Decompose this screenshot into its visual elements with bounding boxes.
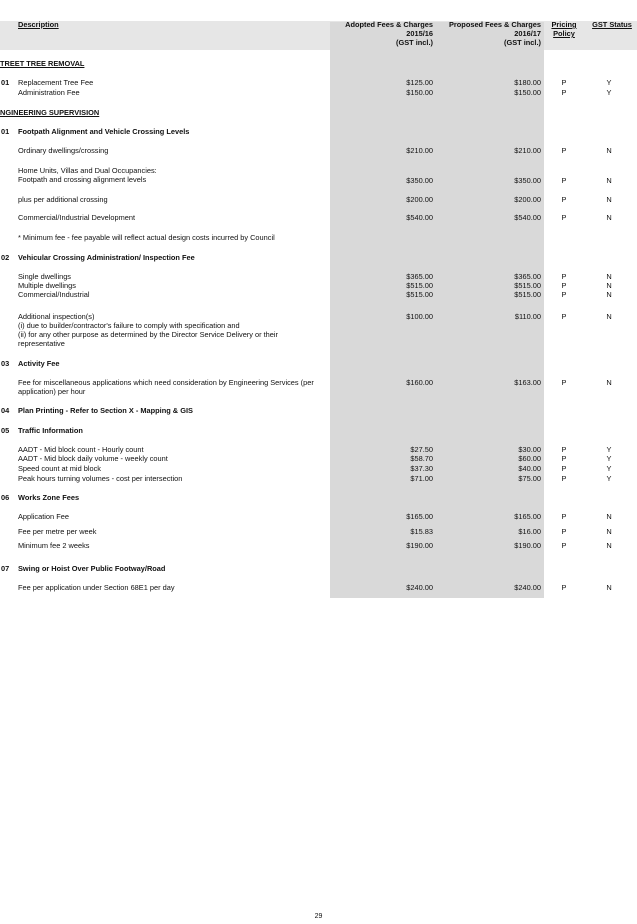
home-units-pricing: P [561, 176, 567, 185]
administration-pricing: P [561, 88, 567, 97]
commercial-pricing: P [561, 290, 567, 299]
commercial-dev-pricing: P [561, 213, 567, 222]
single-desc: Single dwellings [18, 272, 71, 281]
additional-inspection-gst: N [606, 312, 612, 321]
aadt-hourly-desc: AADT - Mid block count - Hourly count [18, 445, 144, 454]
ordinary-gst: N [606, 146, 612, 155]
per-application-fee-adopted: $240.00 [406, 583, 433, 592]
ordinary-fee-adopted: $210.00 [406, 146, 433, 155]
single-pricing: P [561, 272, 567, 281]
multiple-fee-adopted: $515.00 [406, 281, 433, 290]
per-application-pricing: P [561, 583, 567, 592]
s02-title: Vehicular Crossing Administration/ Inspection Fee [18, 253, 195, 262]
additional-inspection-desc-line2: (i) due to builder/contractor's failure to comply with specification and [18, 321, 240, 330]
s07-title: Swing or Hoist Over Public Footway/Road [18, 564, 166, 573]
per-application-gst: N [606, 583, 612, 592]
header-proposed-line2: 2016/17 [514, 29, 541, 38]
additional-inspection-pricing: P [561, 312, 567, 321]
aadt-weekly-desc: AADT - Mid block daily volume - weekly count [18, 454, 168, 463]
per-metre-fee-proposed: $16.00 [518, 527, 541, 536]
commercial-desc: Commercial/Industrial [18, 290, 90, 299]
misc-apps-desc-line1: Fee for miscellaneous applications which need consideration by Engineering Services (per [18, 378, 314, 387]
minimum-fee-note: * Minimum fee - fee payable will reflect actual design costs incurred by Council [18, 233, 275, 242]
header-proposed-line3: (GST incl.) [504, 38, 541, 47]
row-code-01: 01 [1, 78, 10, 87]
administration-fee-proposed: $150.00 [514, 88, 541, 97]
administration-gst: Y [606, 88, 612, 97]
administration-desc: Administration Fee [18, 88, 80, 97]
per-application-fee-proposed: $240.00 [514, 583, 541, 592]
home-units-gst: N [606, 176, 612, 185]
peak-hours-fee-proposed: $75.00 [518, 474, 541, 483]
ordinary-pricing: P [561, 146, 567, 155]
s04-code: 04 [1, 406, 10, 415]
additional-inspection-desc-line4: representative [18, 339, 65, 348]
application-fee-gst: N [606, 512, 612, 521]
minimum-fee-proposed: $190.00 [514, 541, 541, 550]
s03-code: 03 [1, 359, 10, 368]
per-metre-pricing: P [561, 527, 567, 536]
application-fee-desc: Application Fee [18, 512, 69, 521]
aadt-weekly-pricing: P [561, 454, 567, 463]
multiple-fee-proposed: $515.00 [514, 281, 541, 290]
additional-inspection-fee-adopted: $100.00 [406, 312, 433, 321]
additional-inspection-fee-proposed: $110.00 [514, 312, 541, 321]
s06-code: 06 [1, 493, 10, 502]
multiple-gst: N [606, 281, 612, 290]
header-proposed-line1: Proposed Fees & Charges [448, 20, 541, 29]
aadt-weekly-fee-proposed: $60.00 [518, 454, 541, 463]
ordinary-desc: Ordinary dwellings/crossing [18, 146, 109, 155]
additional-inspection-desc-line1: Additional inspection(s) [18, 312, 95, 321]
header-adopted-line2: 2015/16 [406, 29, 433, 38]
plus-additional-pricing: P [561, 195, 567, 204]
commercial-fee-adopted: $515.00 [406, 290, 433, 299]
home-units-fee-proposed: $350.00 [514, 176, 541, 185]
speed-count-fee-proposed: $40.00 [518, 464, 541, 473]
minimum-fee-desc: Minimum fee 2 weeks [18, 541, 90, 550]
header-pricing-line1: Pricing [551, 20, 577, 29]
commercial-gst: N [606, 290, 612, 299]
single-fee-adopted: $365.00 [406, 272, 433, 281]
s02-code: 02 [1, 253, 10, 262]
speed-count-gst: Y [606, 464, 612, 473]
s07-code: 07 [1, 564, 10, 573]
s06-title: Works Zone Fees [18, 493, 80, 502]
section-street-tree-removal: TREET TREE REMOVAL [0, 59, 85, 68]
peak-hours-gst: Y [606, 474, 612, 483]
administration-fee-adopted: $150.00 [406, 88, 433, 97]
replacement-tree-fee-adopted: $125.00 [406, 78, 433, 87]
replacement-tree-fee-proposed: $180.00 [514, 78, 541, 87]
header-adopted-line3: (GST incl.) [396, 38, 433, 47]
aadt-hourly-fee-proposed: $30.00 [518, 445, 541, 454]
single-fee-proposed: $365.00 [514, 272, 541, 281]
speed-count-fee-adopted: $37.30 [410, 464, 433, 473]
aadt-hourly-gst: Y [606, 445, 612, 454]
section-engineering-supervision: NGINEERING SUPERVISION [0, 108, 100, 117]
s03-title: Activity Fee [18, 359, 60, 368]
s04-title: Plan Printing - Refer to Section X - Mapping & GIS [18, 406, 193, 415]
plus-additional-fee-proposed: $200.00 [514, 195, 541, 204]
commercial-dev-fee-adopted: $540.00 [406, 213, 433, 222]
misc-apps-fee-proposed: $163.00 [514, 378, 541, 387]
replacement-tree-pricing: P [561, 78, 567, 87]
multiple-desc: Multiple dwellings [18, 281, 76, 290]
home-units-desc-line2: Footpath and crossing alignment levels [18, 175, 147, 184]
multiple-pricing: P [561, 281, 567, 290]
single-gst: N [606, 272, 612, 281]
s01-title: Footpath Alignment and Vehicle Crossing Levels [18, 127, 190, 136]
per-metre-fee-adopted: $15.83 [410, 527, 433, 536]
header-gst-status: GST Status [592, 20, 632, 29]
per-application-desc: Fee per application under Section 68E1 per day [18, 583, 175, 592]
header-adopted-line1: Adopted Fees & Charges [345, 20, 433, 29]
peak-hours-fee-adopted: $71.00 [410, 474, 433, 483]
peak-hours-pricing: P [561, 474, 567, 483]
commercial-dev-gst: N [606, 213, 612, 222]
application-fee-pricing: P [561, 512, 567, 521]
per-metre-gst: N [606, 527, 612, 536]
misc-apps-desc-line2: application) per hour [18, 387, 86, 396]
plus-additional-desc: plus per additional crossing [18, 195, 108, 204]
commercial-dev-desc: Commercial/Industrial Development [18, 213, 136, 222]
header-description: Description [18, 20, 59, 29]
speed-count-desc: Speed count at mid block [18, 464, 101, 473]
aadt-hourly-pricing: P [561, 445, 567, 454]
minimum-fee-adopted: $190.00 [406, 541, 433, 550]
application-fee-proposed: $165.00 [514, 512, 541, 521]
minimum-fee-gst: N [606, 541, 612, 550]
commercial-dev-fee-proposed: $540.00 [514, 213, 541, 222]
aadt-weekly-fee-adopted: $58.70 [410, 454, 433, 463]
misc-apps-gst: N [606, 378, 612, 387]
per-metre-desc: Fee per metre per week [18, 527, 97, 536]
speed-count-pricing: P [561, 464, 567, 473]
replacement-tree-desc: Replacement Tree Fee [18, 78, 94, 87]
s05-code: 05 [1, 426, 10, 435]
s01-code: 01 [1, 127, 10, 136]
s05-title: Traffic Information [18, 426, 83, 435]
page-number: 29 [314, 913, 323, 920]
home-units-desc-line1: Home Units, Villas and Dual Occupancies: [18, 166, 157, 175]
misc-apps-fee-adopted: $160.00 [406, 378, 433, 387]
aadt-hourly-fee-adopted: $27.50 [410, 445, 433, 454]
additional-inspection-desc-line3: (ii) for any other purpose as determined by the Director Service Delivery or their [18, 330, 279, 339]
commercial-fee-proposed: $515.00 [514, 290, 541, 299]
plus-additional-gst: N [606, 195, 612, 204]
aadt-weekly-gst: Y [606, 454, 612, 463]
ordinary-fee-proposed: $210.00 [514, 146, 541, 155]
peak-hours-desc: Peak hours turning volumes - cost per intersection [18, 474, 183, 483]
misc-apps-pricing: P [561, 378, 567, 387]
header-pricing-line2: Policy [553, 29, 575, 38]
minimum-fee-pricing: P [561, 541, 567, 550]
plus-additional-fee-adopted: $200.00 [406, 195, 433, 204]
replacement-tree-gst: Y [606, 78, 612, 87]
home-units-fee-adopted: $350.00 [406, 176, 433, 185]
application-fee-adopted: $165.00 [406, 512, 433, 521]
